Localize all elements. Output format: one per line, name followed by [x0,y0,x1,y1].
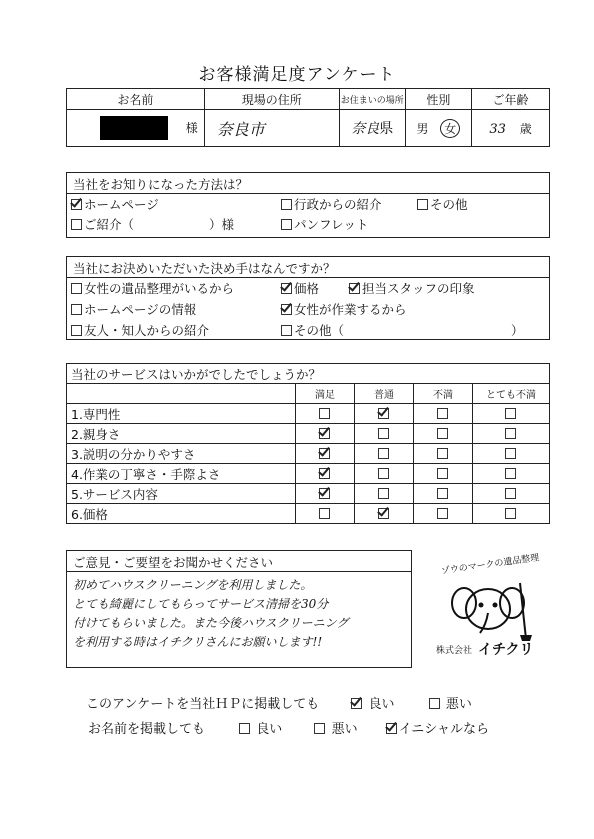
rating-checkbox-icon[interactable] [319,508,330,519]
comment-line[interactable]: を利用する時はイチクリさんにお願いします!! [73,635,323,649]
option-other[interactable]: その他（ [281,321,344,339]
deciding-factor-question: 当社にお決めいただいた決め手はなんですか？ [67,257,549,278]
option-women-work[interactable]: 女性が作業するから [281,300,407,318]
rating-checkbox-icon[interactable] [319,408,330,419]
rating-checkbox-icon[interactable] [378,448,389,459]
col-dissatisfied: 不満 [414,384,473,404]
rating-checkbox-icon[interactable] [505,488,516,499]
option-pamphlet[interactable]: パンフレット [281,215,368,233]
col-very-dissatisfied: とても不満 [473,384,550,404]
option-staff-impression[interactable]: 担当スタッフの印象 [349,279,475,297]
rating-checkbox-icon[interactable] [378,488,389,499]
rating-row-label: 3.説明の分かりやすさ [67,444,296,464]
rating-checkbox-icon[interactable] [319,448,330,459]
checkbox-icon[interactable] [281,219,292,230]
name-suffix: 様 [185,120,198,135]
checkbox-icon[interactable] [314,723,325,734]
address-label: 現場の住所 [204,89,339,110]
service-question: 当社のサービスはいかがでしたでしょうか？ [67,364,550,384]
checkbox-icon[interactable] [281,304,292,315]
checkbox-icon[interactable] [417,199,428,210]
rating-row-label: 6.価格 [67,504,296,524]
checkbox-icon[interactable] [239,723,250,734]
consent-q1-text: このアンケートを当社ＨＰに掲載しても [86,697,320,712]
checkbox-icon[interactable] [281,325,292,336]
how-found-question: 当社をお知りになった方法は？ [67,173,549,194]
consent-q1 [86,693,472,712]
option-friend-referral[interactable]: 友人・知人からの紹介 [71,321,209,339]
checkbox-icon[interactable] [281,283,292,294]
rating-row-label: 2.親身さ [67,424,296,444]
option-homepage[interactable]: ホームページ [71,195,159,213]
name-field[interactable] [67,110,205,147]
checkbox-icon[interactable] [71,304,82,315]
other-close-paren: ） [511,323,524,338]
company-logo [430,555,550,665]
consent-q2 [88,718,489,737]
logo-company-name: イチクリ [478,642,534,658]
rating-checkbox-icon[interactable] [505,508,516,519]
option-female-staff[interactable]: 女性の遺品整理がいるから [71,279,234,297]
rating-checkbox-icon[interactable] [505,408,516,419]
name-label: お名前 [67,89,205,110]
rating-checkbox-icon[interactable] [505,468,516,479]
rating-checkbox-icon[interactable] [378,508,389,519]
consent-q2-good[interactable]: 良い [239,722,282,737]
residence-label: お住まいの場所 [339,89,405,110]
rating-checkbox-icon[interactable] [319,428,330,439]
option-homepage-info[interactable]: ホームページの情報 [71,300,196,318]
gender-female-option-circled[interactable]: 女 [440,119,460,138]
pref-suffix: 県 [379,121,394,137]
rating-checkbox-icon[interactable] [505,448,516,459]
col-average: 普通 [355,384,414,404]
rating-row [67,404,550,424]
rating-row [67,484,550,504]
comment-line[interactable]: 付けてもらいました。また今後ハウスクリーニング [73,616,349,630]
rating-checkbox-icon[interactable] [505,428,516,439]
comment-line[interactable]: 初めてハウスクリーニングを利用しました。 [73,578,313,592]
deciding-factor-section [66,256,550,340]
rating-checkbox-icon[interactable] [437,448,448,459]
rating-row-label: 5.サービス内容 [67,484,296,504]
logo-company-prefix: 株式会社 [436,646,473,656]
redacted-name [100,116,168,140]
comments-heading: ご意見・ご要望をお聞かせください [67,551,411,572]
checkbox-icon[interactable] [71,283,82,294]
checkbox-icon[interactable] [351,698,362,709]
checkbox-icon[interactable] [429,698,440,709]
checkbox-icon[interactable] [281,199,292,210]
rating-checkbox-icon[interactable] [378,408,389,419]
respondent-info-table [66,88,550,147]
service-rating-table [66,363,550,524]
consent-q2-initial[interactable]: イニシャルなら [386,722,489,737]
consent-q2-text: お名前を掲載しても [88,722,206,737]
option-other[interactable]: その他 [417,195,468,213]
comments-box [66,550,412,668]
age-label: ご年齢 [472,89,550,110]
elephant-mascot-icon [430,573,550,643]
gender-male-option[interactable]: 男 [416,121,429,136]
logo-tagline: ゾウのマークの遺品整理 [440,553,540,577]
address-value[interactable]: 奈良市 [204,110,339,147]
rating-checkbox-icon[interactable] [437,428,448,439]
checkbox-icon[interactable] [349,283,360,294]
rating-checkbox-icon[interactable] [437,508,448,519]
rating-row [67,444,550,464]
consent-q1-bad[interactable]: 悪い [429,697,472,712]
rating-row [67,464,550,484]
rating-checkbox-icon[interactable] [319,488,330,499]
rating-row [67,504,550,524]
rating-row-label: 1.専門性 [67,404,296,424]
rating-checkbox-icon[interactable] [437,488,448,499]
rating-checkbox-icon[interactable] [378,428,389,439]
option-price[interactable]: 価格 [281,279,319,297]
rating-checkbox-icon[interactable] [437,468,448,479]
col-satisfied: 満足 [296,384,355,404]
age-value[interactable]: 33 [489,121,506,137]
rating-checkbox-icon[interactable] [319,468,330,479]
checkbox-icon[interactable] [71,199,82,210]
survey-title: お客様満足度アンケート [198,65,396,85]
option-referral[interactable]: ご紹介（ ）様 [71,215,234,233]
checkbox-icon[interactable] [386,723,397,734]
how-found-section [66,172,550,238]
option-gov-referral[interactable]: 行政からの紹介 [281,195,382,213]
consent-q2-bad[interactable]: 悪い [314,722,357,737]
rating-row-label: 4.作業の丁寧さ・手際よさ [67,464,296,484]
comment-line[interactable]: とても綺麗にしてもらってサービス清掃を30分 [73,597,329,611]
rating-checkbox-icon[interactable] [437,408,448,419]
rating-row [67,424,550,444]
consent-q1-good[interactable]: 良い [351,697,394,712]
checkbox-icon[interactable] [71,219,82,230]
rating-checkbox-icon[interactable] [378,468,389,479]
gender-label: 性別 [405,89,471,110]
residence-value[interactable]: 奈良 [351,121,380,137]
age-suffix: 歳 [519,121,532,136]
checkbox-icon[interactable] [71,325,82,336]
